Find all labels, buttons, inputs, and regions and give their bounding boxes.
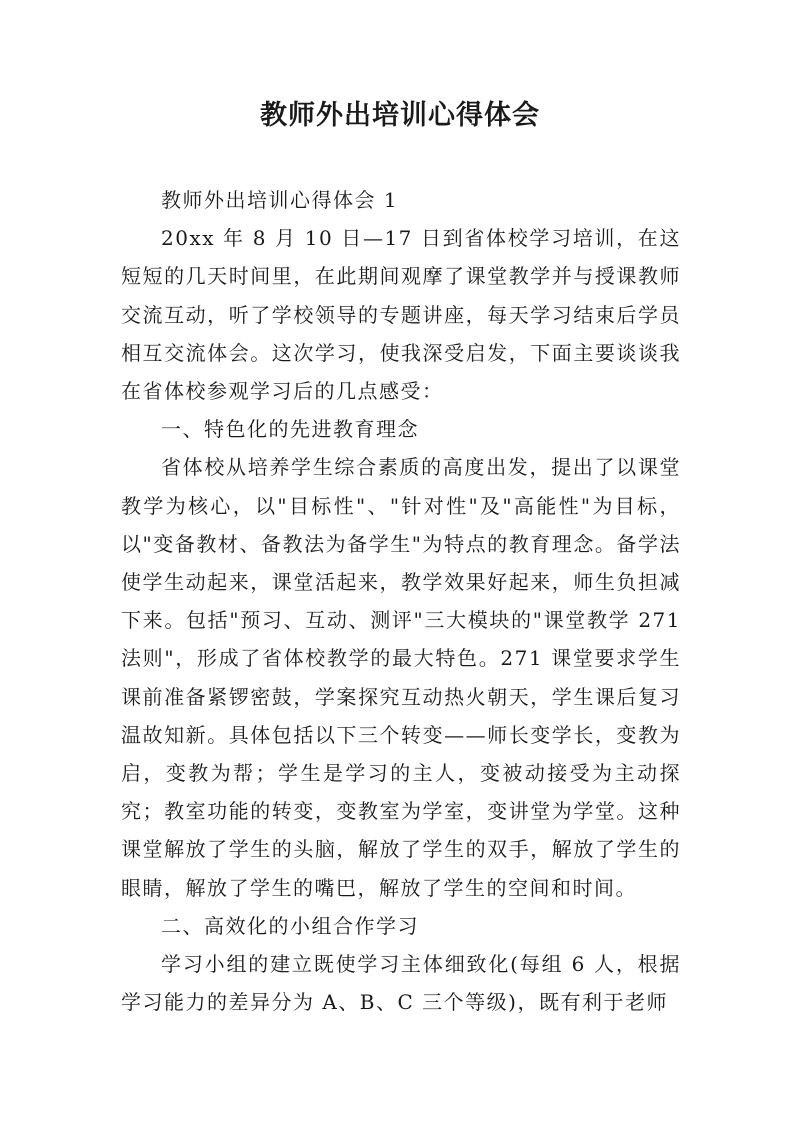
section-1-paragraph: 省体校从培养学生综合素质的高度出发，提出了以课堂教学为核心，以"目标性"、"针对性"及"高能性"为目标，以"变备教材、备教法为备学生"为特点的教育理念。备学法使学生动起来，课堂活起来，教学效果好起来，师生负担减下来。包括"预习、互动、测评"三大模块的"课堂教学 271 法则"，形成了省体校教学的最大特色。271 课堂要求学生课前准备紧锣密鼓，学案探究互动热火朝天，学生课后复习温故知新。具体包括以下三个转变——师长变学长，变教为启，变教为帮；学生是学习的主人，变被动接受为主动探究；教室功能的转变，变教室为学室，变讲堂为学堂。这种课堂解放了学生的头脑，解放了学生的双手，解放了学生的眼睛，解放了学生的嘴巴，解放了学生的空间和时间。: [121, 455, 681, 900]
document-body: [121, 181, 681, 1021]
section-heading-1: 一、特色化的先进教育理念: [161, 417, 419, 442]
section-subtitle: 教师外出培训心得体会 1: [161, 188, 399, 212]
section-2-paragraph: 学习小组的建立既使学习主体细致化(每组 6 人，根据学习能力的差异分为 A、B、C 三个等级)，既有利于老师: [121, 952, 681, 1015]
intro-paragraph: 20xx 年 8 月 10 日—17 日到省体校学习培训，在这短短的几天时间里，在此期间观摩了课堂教学并与授课教师交流互动，听了学校领导的专题讲座，每天学习结束后学员相互交流体会。这次学习，使我深受启发，下面主要谈谈我在省体校参观学习后的几点感受：: [121, 226, 681, 404]
section-heading-2: 二、高效化的小组合作学习: [161, 913, 419, 938]
document-title: 教师外出培训心得体会: [260, 100, 540, 131]
